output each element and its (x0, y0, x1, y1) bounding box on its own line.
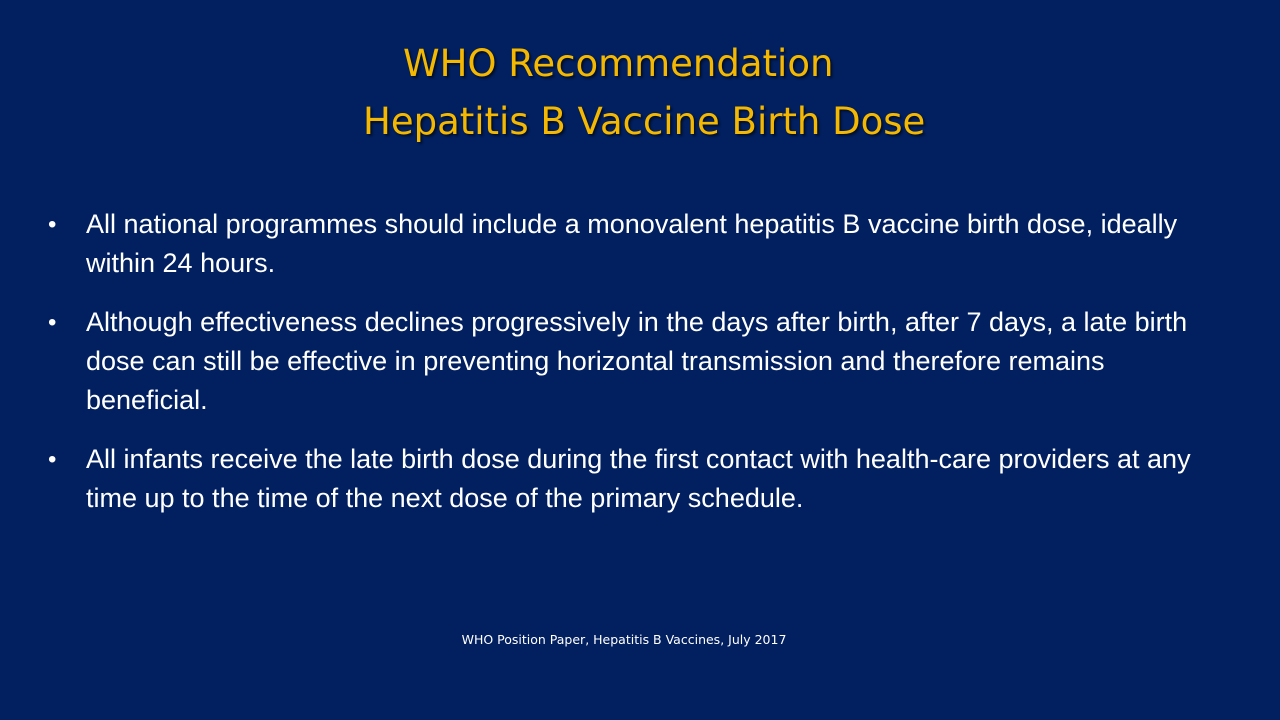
bullet-marker: • (48, 211, 57, 238)
bullet-text: All infants receive the late birth dose during the first contact with health-care providers at any time up to the time of the next dose of the primary schedule. (86, 444, 1191, 513)
slide-title-line-2: Hepatitis B Vaccine Birth Dose (363, 100, 926, 143)
bullet-text: All national programmes should include a monovalent hepatitis B vaccine birth dose, ideally within 24 hours. (86, 209, 1178, 278)
bullet-marker: • (48, 309, 57, 336)
bullet-list (48, 205, 1208, 538)
bullet-text: Although effectiveness declines progressively in the days after birth, after 7 days, a late birth dose can still be effective in preventing horizontal transmission and therefore remains beneficial. (86, 307, 1188, 415)
citation-text: WHO Position Paper, Hepatitis B Vaccines, July 2017 (461, 632, 787, 647)
bullet-item-2 (48, 303, 1208, 420)
bullet-item-1 (48, 205, 1208, 283)
bullet-item-3 (48, 440, 1208, 518)
bullet-marker: • (48, 446, 57, 473)
slide-title-line-1: WHO Recommendation (403, 42, 834, 85)
